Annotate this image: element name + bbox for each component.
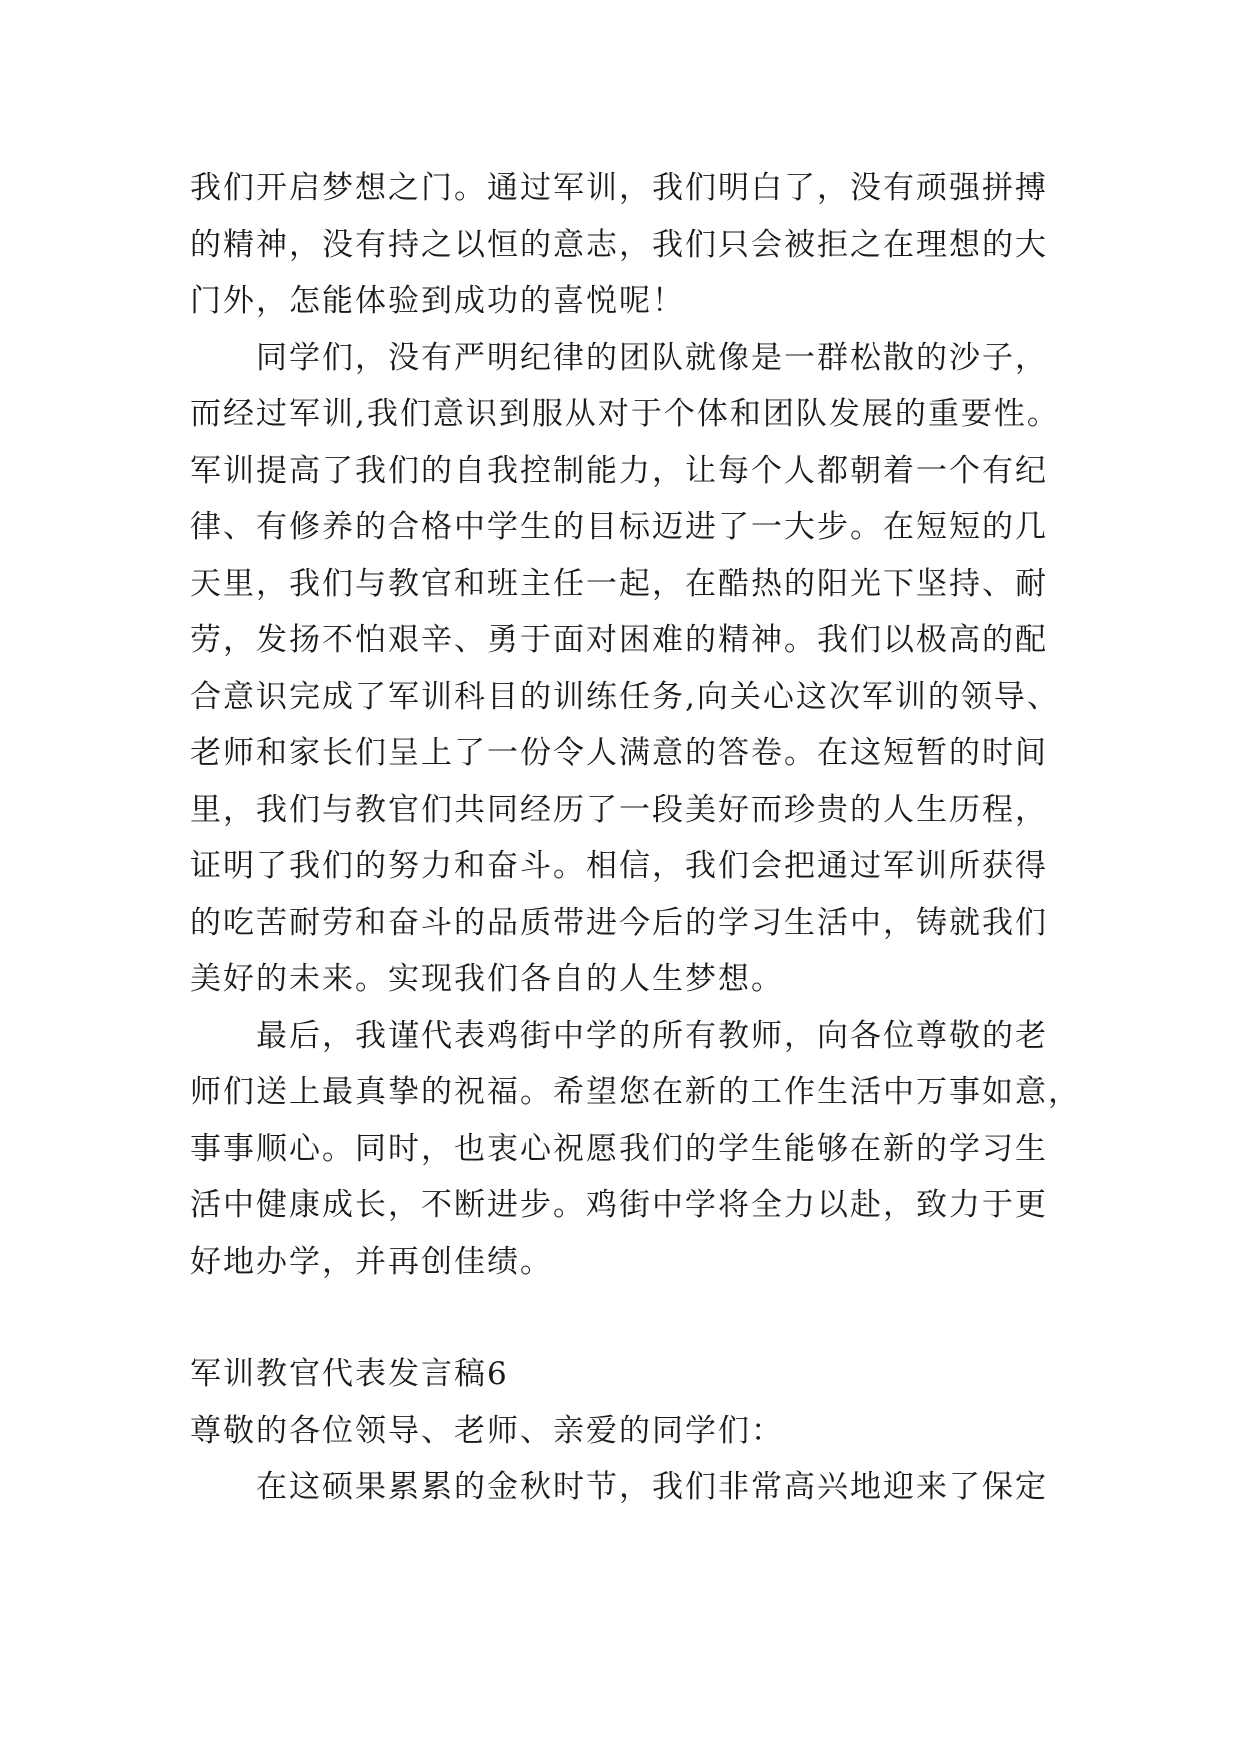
text-line: 律、有修养的合格中学生的目标迈进了一大步。在短短的几 [190,509,1048,545]
section-spacer [190,1290,1070,1346]
section-title: 军训教官代表发言稿6 [190,1356,509,1392]
text-line: 事事顺心。同时，也衷心祝愿我们的学生能够在新的学习生 [190,1130,1048,1167]
salutation: 尊敬的各位领导、老师、亲爱的同学们： [190,1412,784,1449]
text-line: 证明了我们的努力和奋斗。相信，我们会把通过军训所获得 [190,848,1048,884]
text-line: 同学们，没有严明纪律的团队就像是一群松散的沙子， [256,339,1048,376]
text-line: 美好的未来。实现我们各自的人生梦想。 [190,961,784,997]
document-body [190,160,1081,1516]
text-line: 好地办学，并再创佳绩。 [190,1243,553,1280]
text-line: 师们送上最真挚的祝福。希望您在新的工作生活中万事如意， [190,1074,1081,1110]
text-line: 的吃苦耐劳和奋斗的品质带进今后的学习生活中，铸就我们 [190,904,1048,941]
text-line: 活中健康成长，不断进步。鸡街中学将全力以赴，致力于更 [190,1187,1048,1223]
text-line: 里，我们与教官们共同经历了一段美好而珍贵的人生历程， [190,791,1048,828]
text-line: 最后，我谨代表鸡街中学的所有教师，向各位尊敬的老 [256,1017,1048,1054]
text-line: 合意识完成了军训科目的训练任务,向关心这次军训的领导、 [190,678,1060,715]
paragraph-2 [190,330,1070,1008]
opening-line: 在这硕果累累的金秋时节，我们非常高兴地迎来了保定 [256,1469,1048,1505]
text-line: 军训提高了我们的自我控制能力，让每个人都朝着一个有纪 [190,452,1048,489]
text-line: 天里，我们与教官和班主任一起，在酷热的阳光下坚持、耐 [190,565,1048,602]
text-line: 而经过军训,我们意识到服从对于个体和团队发展的重要性。 [190,396,1060,432]
text-line: 我们开启梦想之门。通过军训，我们明白了，没有顽强拼搏 [190,170,1048,206]
text-line: 老师和家长们呈上了一份令人满意的答卷。在这短暂的时间 [190,735,1048,771]
text-line: 劳，发扬不怕艰辛、勇于面对困难的精神。我们以极高的配 [190,622,1048,658]
paragraph-1 [190,160,1070,330]
paragraph-3 [190,1008,1081,1291]
text-line: 门外，怎能体验到成功的喜悦呢！ [190,283,685,319]
text-line: 的精神，没有持之以恒的意志，我们只会被拒之在理想的大 [190,226,1048,263]
